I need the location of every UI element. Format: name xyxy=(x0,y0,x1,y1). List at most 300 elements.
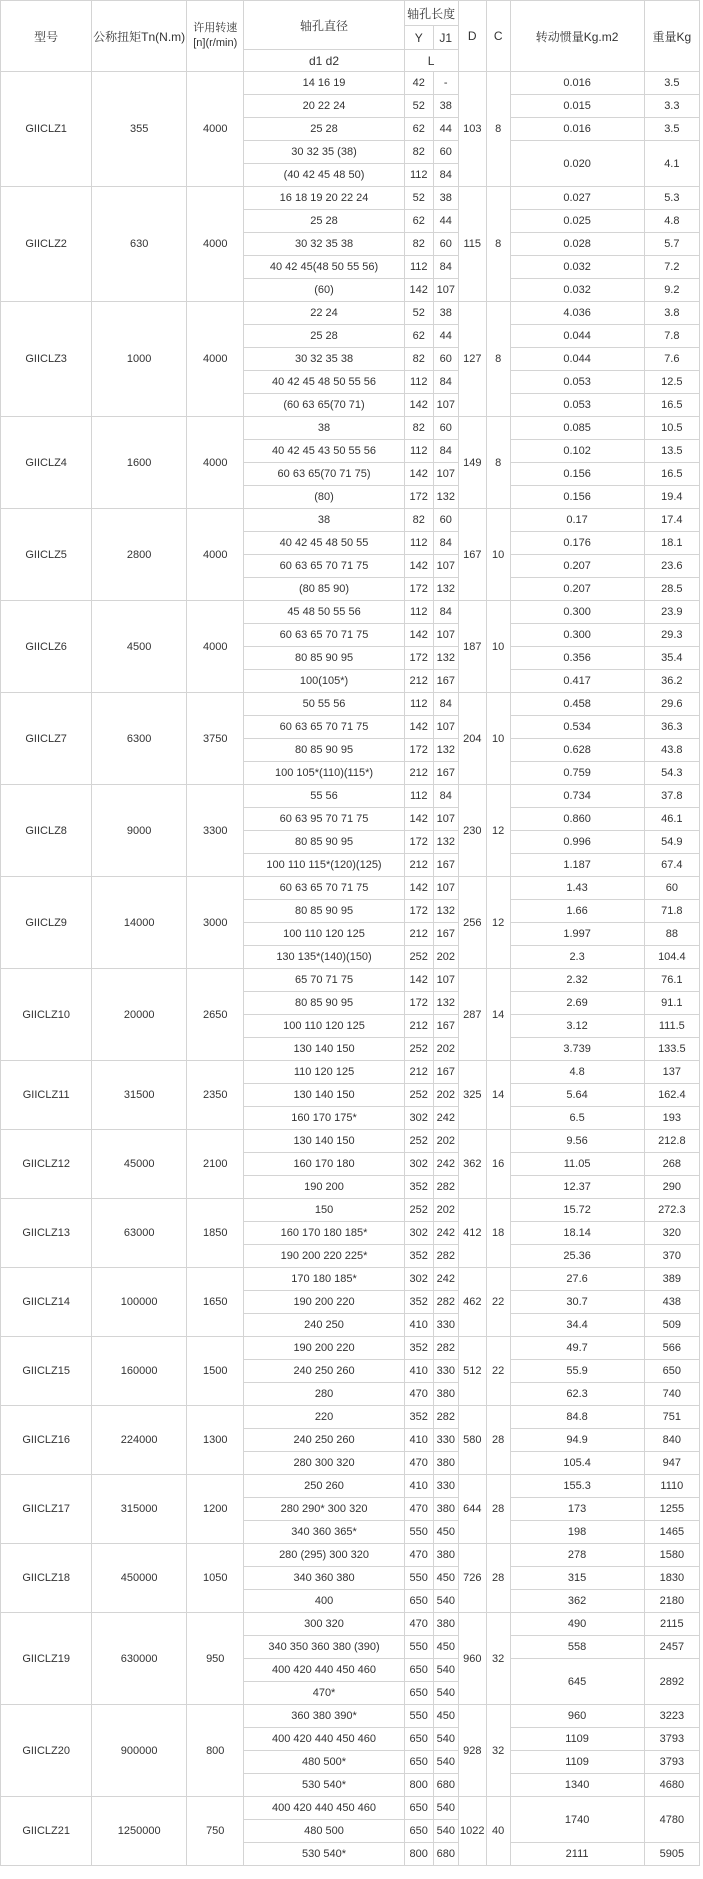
torque-cell: 14000 xyxy=(92,877,187,969)
inertia-cell: 30.7 xyxy=(510,1291,644,1314)
bore-diameter-cell: 170 180 185* xyxy=(244,1268,404,1291)
weight-cell: 7.6 xyxy=(644,348,699,371)
outer-diameter-cell: 960 xyxy=(458,1613,486,1705)
length-y-cell: 302 xyxy=(404,1107,433,1130)
outer-diameter-cell: 167 xyxy=(458,509,486,601)
length-j1-cell: 132 xyxy=(433,647,458,670)
outer-diameter-cell: 230 xyxy=(458,785,486,877)
bore-diameter-cell: 30 32 35 (38) xyxy=(244,141,404,164)
speed-cell: 1050 xyxy=(187,1544,244,1613)
length-y-cell: 52 xyxy=(404,95,433,118)
bore-diameter-cell: 50 55 56 xyxy=(244,693,404,716)
bore-diameter-cell: 280 xyxy=(244,1383,404,1406)
inertia-cell: 0.102 xyxy=(510,440,644,463)
table-row xyxy=(1,509,700,532)
model-cell: GIICLZ15 xyxy=(1,1337,92,1406)
bore-diameter-cell: (60 63 65(70 71) xyxy=(244,394,404,417)
length-j1-cell: 132 xyxy=(433,992,458,1015)
length-y-cell: 172 xyxy=(404,647,433,670)
inertia-cell: 155.3 xyxy=(510,1475,644,1498)
weight-cell: 16.5 xyxy=(644,394,699,417)
speed-cell: 4000 xyxy=(187,302,244,417)
outer-diameter-cell: 325 xyxy=(458,1061,486,1130)
clearance-cell: 22 xyxy=(486,1268,510,1337)
length-j1-cell: 680 xyxy=(433,1774,458,1797)
inertia-cell: 0.534 xyxy=(510,716,644,739)
inertia-cell: 0.032 xyxy=(510,279,644,302)
header-diameter: 轴孔直径 xyxy=(244,1,404,50)
length-y-cell: 252 xyxy=(404,946,433,969)
length-y-cell: 82 xyxy=(404,233,433,256)
model-cell: GIICLZ9 xyxy=(1,877,92,969)
inertia-cell: 0.016 xyxy=(510,118,644,141)
header-l: L xyxy=(404,50,458,72)
length-y-cell: 410 xyxy=(404,1475,433,1498)
speed-cell: 950 xyxy=(187,1613,244,1705)
speed-cell: 4000 xyxy=(187,72,244,187)
inertia-cell: 645 xyxy=(510,1659,644,1705)
bore-diameter-cell: 190 200 220 xyxy=(244,1291,404,1314)
length-j1-cell: 330 xyxy=(433,1429,458,1452)
bore-diameter-cell: 80 85 90 95 xyxy=(244,739,404,762)
inertia-cell: 0.015 xyxy=(510,95,644,118)
length-j1-cell: 282 xyxy=(433,1176,458,1199)
weight-cell: 36.2 xyxy=(644,670,699,693)
weight-cell: 740 xyxy=(644,1383,699,1406)
length-y-cell: 142 xyxy=(404,463,433,486)
inertia-cell: 9.56 xyxy=(510,1130,644,1153)
inertia-cell: 490 xyxy=(510,1613,644,1636)
length-y-cell: 142 xyxy=(404,555,433,578)
length-j1-cell: 60 xyxy=(433,141,458,164)
model-cell: GIICLZ6 xyxy=(1,601,92,693)
length-y-cell: 352 xyxy=(404,1291,433,1314)
length-j1-cell: 540 xyxy=(433,1751,458,1774)
weight-cell: 389 xyxy=(644,1268,699,1291)
length-y-cell: 650 xyxy=(404,1728,433,1751)
bore-diameter-cell: 130 140 150 xyxy=(244,1038,404,1061)
length-j1-cell: 202 xyxy=(433,946,458,969)
length-j1-cell: 167 xyxy=(433,854,458,877)
inertia-cell: 84.8 xyxy=(510,1406,644,1429)
length-j1-cell: 107 xyxy=(433,716,458,739)
length-y-cell: 62 xyxy=(404,118,433,141)
length-y-cell: 470 xyxy=(404,1498,433,1521)
inertia-cell: 11.05 xyxy=(510,1153,644,1176)
bore-diameter-cell: 280 (295) 300 320 xyxy=(244,1544,404,1567)
weight-cell: 4.8 xyxy=(644,210,699,233)
length-y-cell: 252 xyxy=(404,1038,433,1061)
inertia-cell: 0.028 xyxy=(510,233,644,256)
bore-diameter-cell: 130 140 150 xyxy=(244,1084,404,1107)
inertia-cell: 0.860 xyxy=(510,808,644,831)
table-row xyxy=(1,1544,700,1567)
weight-cell: 3.3 xyxy=(644,95,699,118)
weight-cell: 1465 xyxy=(644,1521,699,1544)
weight-cell: 19.4 xyxy=(644,486,699,509)
weight-cell: 3.8 xyxy=(644,302,699,325)
weight-cell: 162.4 xyxy=(644,1084,699,1107)
length-j1-cell: 380 xyxy=(433,1613,458,1636)
bore-diameter-cell: 25 28 xyxy=(244,210,404,233)
speed-cell: 3300 xyxy=(187,785,244,877)
length-y-cell: 82 xyxy=(404,348,433,371)
header-inertia: 转动惯量Kg.m2 xyxy=(510,1,644,72)
outer-diameter-cell: 204 xyxy=(458,693,486,785)
speed-cell: 1200 xyxy=(187,1475,244,1544)
length-j1-cell: 60 xyxy=(433,509,458,532)
inertia-cell: 960 xyxy=(510,1705,644,1728)
length-j1-cell: 60 xyxy=(433,417,458,440)
length-y-cell: 142 xyxy=(404,394,433,417)
clearance-cell: 10 xyxy=(486,509,510,601)
length-y-cell: 550 xyxy=(404,1705,433,1728)
torque-cell: 63000 xyxy=(92,1199,187,1268)
weight-cell: 3223 xyxy=(644,1705,699,1728)
outer-diameter-cell: 256 xyxy=(458,877,486,969)
bore-diameter-cell: 160 170 175* xyxy=(244,1107,404,1130)
bore-diameter-cell: 340 360 380 xyxy=(244,1567,404,1590)
inertia-cell: 3.739 xyxy=(510,1038,644,1061)
length-j1-cell: 132 xyxy=(433,486,458,509)
torque-cell: 9000 xyxy=(92,785,187,877)
bore-diameter-cell: 60 63 65 70 71 75 xyxy=(244,555,404,578)
length-y-cell: 172 xyxy=(404,578,433,601)
length-j1-cell: 282 xyxy=(433,1337,458,1360)
inertia-cell: 0.759 xyxy=(510,762,644,785)
weight-cell: 3.5 xyxy=(644,118,699,141)
inertia-cell: 18.14 xyxy=(510,1222,644,1245)
length-j1-cell: 84 xyxy=(433,440,458,463)
length-j1-cell: 282 xyxy=(433,1245,458,1268)
bore-diameter-cell: 160 170 180 xyxy=(244,1153,404,1176)
length-j1-cell: 84 xyxy=(433,256,458,279)
bore-diameter-cell: 60 63 65(70 71 75) xyxy=(244,463,404,486)
table-row xyxy=(1,1406,700,1429)
length-y-cell: 550 xyxy=(404,1521,433,1544)
length-j1-cell: 107 xyxy=(433,877,458,900)
length-j1-cell: 167 xyxy=(433,670,458,693)
length-j1-cell: 167 xyxy=(433,923,458,946)
weight-cell: 4680 xyxy=(644,1774,699,1797)
bore-diameter-cell: 55 56 xyxy=(244,785,404,808)
length-j1-cell: 132 xyxy=(433,831,458,854)
bore-diameter-cell: 360 380 390* xyxy=(244,1705,404,1728)
clearance-cell: 12 xyxy=(486,877,510,969)
table-row xyxy=(1,1475,700,1498)
model-cell: GIICLZ1 xyxy=(1,72,92,187)
bore-diameter-cell: 16 18 19 20 22 24 xyxy=(244,187,404,210)
length-j1-cell: 60 xyxy=(433,348,458,371)
inertia-cell: 362 xyxy=(510,1590,644,1613)
outer-diameter-cell: 462 xyxy=(458,1268,486,1337)
torque-cell: 224000 xyxy=(92,1406,187,1475)
length-y-cell: 112 xyxy=(404,785,433,808)
length-y-cell: 352 xyxy=(404,1406,433,1429)
length-j1-cell: 242 xyxy=(433,1153,458,1176)
bore-diameter-cell: 22 24 xyxy=(244,302,404,325)
length-y-cell: 352 xyxy=(404,1337,433,1360)
torque-cell: 450000 xyxy=(92,1544,187,1613)
inertia-cell: 0.300 xyxy=(510,601,644,624)
length-y-cell: 352 xyxy=(404,1245,433,1268)
bore-diameter-cell: 110 120 125 xyxy=(244,1061,404,1084)
speed-cell: 4000 xyxy=(187,601,244,693)
torque-cell: 160000 xyxy=(92,1337,187,1406)
length-y-cell: 142 xyxy=(404,624,433,647)
header-model: 型号 xyxy=(1,1,92,72)
clearance-cell: 16 xyxy=(486,1130,510,1199)
inertia-cell: 0.020 xyxy=(510,141,644,187)
header-length: 轴孔长度 xyxy=(404,1,458,26)
speed-cell: 1300 xyxy=(187,1406,244,1475)
bore-diameter-cell: 60 63 65 70 71 75 xyxy=(244,716,404,739)
torque-cell: 1600 xyxy=(92,417,187,509)
torque-cell: 630000 xyxy=(92,1613,187,1705)
length-y-cell: 172 xyxy=(404,486,433,509)
length-j1-cell: 540 xyxy=(433,1797,458,1820)
table-row xyxy=(1,417,700,440)
inertia-cell: 173 xyxy=(510,1498,644,1521)
length-j1-cell: 202 xyxy=(433,1038,458,1061)
speed-cell: 3750 xyxy=(187,693,244,785)
speed-cell: 1500 xyxy=(187,1337,244,1406)
bore-diameter-cell: 38 xyxy=(244,417,404,440)
bore-diameter-cell: 340 350 360 380 (390) xyxy=(244,1636,404,1659)
bore-diameter-cell: 400 420 440 450 460 xyxy=(244,1797,404,1820)
speed-cell: 4000 xyxy=(187,417,244,509)
bore-diameter-cell: 190 200 xyxy=(244,1176,404,1199)
weight-cell: 2115 xyxy=(644,1613,699,1636)
length-y-cell: 142 xyxy=(404,716,433,739)
length-j1-cell: 450 xyxy=(433,1567,458,1590)
weight-cell: 43.8 xyxy=(644,739,699,762)
length-y-cell: 112 xyxy=(404,164,433,187)
length-j1-cell: 107 xyxy=(433,808,458,831)
length-j1-cell: 84 xyxy=(433,693,458,716)
torque-cell: 900000 xyxy=(92,1705,187,1797)
weight-cell: 17.4 xyxy=(644,509,699,532)
weight-cell: 1110 xyxy=(644,1475,699,1498)
inertia-cell: 0.016 xyxy=(510,72,644,95)
length-y-cell: 82 xyxy=(404,141,433,164)
length-y-cell: 142 xyxy=(404,969,433,992)
header-speed xyxy=(187,1,244,72)
outer-diameter-cell: 580 xyxy=(458,1406,486,1475)
weight-cell: 1580 xyxy=(644,1544,699,1567)
weight-cell: 2457 xyxy=(644,1636,699,1659)
speed-cell: 2350 xyxy=(187,1061,244,1130)
torque-cell: 355 xyxy=(92,72,187,187)
inertia-cell: 4.036 xyxy=(510,302,644,325)
bore-diameter-cell: 480 500* xyxy=(244,1751,404,1774)
length-y-cell: 52 xyxy=(404,187,433,210)
length-j1-cell: 380 xyxy=(433,1498,458,1521)
weight-cell: 212.8 xyxy=(644,1130,699,1153)
header-j1: J1 xyxy=(433,26,458,50)
bore-diameter-cell: 100 110 120 125 xyxy=(244,1015,404,1038)
clearance-cell: 10 xyxy=(486,601,510,693)
inertia-cell: 1.43 xyxy=(510,877,644,900)
length-y-cell: 42 xyxy=(404,72,433,95)
speed-cell: 800 xyxy=(187,1705,244,1797)
inertia-cell: 2.69 xyxy=(510,992,644,1015)
bore-diameter-cell: 100 110 115*(120)(125) xyxy=(244,854,404,877)
bore-diameter-cell: 300 320 xyxy=(244,1613,404,1636)
clearance-cell: 32 xyxy=(486,1705,510,1797)
bore-diameter-cell: 30 32 35 38 xyxy=(244,348,404,371)
bore-diameter-cell: 530 540* xyxy=(244,1774,404,1797)
inertia-cell: 4.8 xyxy=(510,1061,644,1084)
length-y-cell: 112 xyxy=(404,371,433,394)
length-y-cell: 62 xyxy=(404,325,433,348)
length-j1-cell: 38 xyxy=(433,187,458,210)
weight-cell: 4780 xyxy=(644,1797,699,1843)
length-y-cell: 212 xyxy=(404,762,433,785)
weight-cell: 133.5 xyxy=(644,1038,699,1061)
length-y-cell: 82 xyxy=(404,509,433,532)
bore-diameter-cell: (80) xyxy=(244,486,404,509)
inertia-cell: 1.66 xyxy=(510,900,644,923)
outer-diameter-cell: 115 xyxy=(458,187,486,302)
inertia-cell: 0.053 xyxy=(510,394,644,417)
inertia-cell: 198 xyxy=(510,1521,644,1544)
length-j1-cell: 38 xyxy=(433,302,458,325)
table-row xyxy=(1,1337,700,1360)
bore-diameter-cell: (60) xyxy=(244,279,404,302)
length-y-cell: 172 xyxy=(404,831,433,854)
bore-diameter-cell: 100(105*) xyxy=(244,670,404,693)
torque-cell: 6300 xyxy=(92,693,187,785)
length-j1-cell: 84 xyxy=(433,601,458,624)
length-j1-cell: 107 xyxy=(433,555,458,578)
inertia-cell: 1340 xyxy=(510,1774,644,1797)
bore-diameter-cell: 25 28 xyxy=(244,118,404,141)
length-y-cell: 142 xyxy=(404,877,433,900)
outer-diameter-cell: 187 xyxy=(458,601,486,693)
speed-cell: 1650 xyxy=(187,1268,244,1337)
weight-cell: 4.1 xyxy=(644,141,699,187)
bore-diameter-cell: 190 200 220 225* xyxy=(244,1245,404,1268)
table-row xyxy=(1,1705,700,1728)
length-y-cell: 550 xyxy=(404,1567,433,1590)
model-cell: GIICLZ7 xyxy=(1,693,92,785)
length-j1-cell: 202 xyxy=(433,1199,458,1222)
inertia-cell: 62.3 xyxy=(510,1383,644,1406)
inertia-cell: 0.356 xyxy=(510,647,644,670)
bore-diameter-cell: 40 42 45(48 50 55 56) xyxy=(244,256,404,279)
outer-diameter-cell: 127 xyxy=(458,302,486,417)
model-cell: GIICLZ18 xyxy=(1,1544,92,1613)
clearance-cell: 8 xyxy=(486,302,510,417)
inertia-cell: 27.6 xyxy=(510,1268,644,1291)
length-y-cell: 252 xyxy=(404,1084,433,1107)
inertia-cell: 0.032 xyxy=(510,256,644,279)
length-y-cell: 212 xyxy=(404,670,433,693)
length-y-cell: 252 xyxy=(404,1130,433,1153)
inertia-cell: 3.12 xyxy=(510,1015,644,1038)
weight-cell: 23.9 xyxy=(644,601,699,624)
model-cell: GIICLZ20 xyxy=(1,1705,92,1797)
bore-diameter-cell: 38 xyxy=(244,509,404,532)
bore-diameter-cell: 80 85 90 95 xyxy=(244,992,404,1015)
table-row xyxy=(1,302,700,325)
speed-cell: 3000 xyxy=(187,877,244,969)
length-y-cell: 212 xyxy=(404,923,433,946)
length-j1-cell: 167 xyxy=(433,762,458,785)
header-y: Y xyxy=(404,26,433,50)
inertia-cell: 0.156 xyxy=(510,463,644,486)
outer-diameter-cell: 726 xyxy=(458,1544,486,1613)
inertia-cell: 0.207 xyxy=(510,555,644,578)
inertia-cell: 34.4 xyxy=(510,1314,644,1337)
length-j1-cell: 202 xyxy=(433,1084,458,1107)
table-row xyxy=(1,187,700,210)
inertia-cell: 6.5 xyxy=(510,1107,644,1130)
length-j1-cell: 242 xyxy=(433,1222,458,1245)
bore-diameter-cell: 80 85 90 95 xyxy=(244,647,404,670)
weight-cell: 54.9 xyxy=(644,831,699,854)
bore-diameter-cell: 240 250 260 xyxy=(244,1360,404,1383)
length-y-cell: 470 xyxy=(404,1544,433,1567)
weight-cell: 2180 xyxy=(644,1590,699,1613)
length-j1-cell: 107 xyxy=(433,624,458,647)
outer-diameter-cell: 149 xyxy=(458,417,486,509)
length-j1-cell: 540 xyxy=(433,1590,458,1613)
length-y-cell: 410 xyxy=(404,1360,433,1383)
bore-diameter-cell: 80 85 90 95 xyxy=(244,831,404,854)
model-cell: GIICLZ12 xyxy=(1,1130,92,1199)
weight-cell: 9.2 xyxy=(644,279,699,302)
weight-cell: 76.1 xyxy=(644,969,699,992)
bore-diameter-cell: 340 360 365* xyxy=(244,1521,404,1544)
bore-diameter-cell: 80 85 90 95 xyxy=(244,900,404,923)
inertia-cell: 0.628 xyxy=(510,739,644,762)
bore-diameter-cell: (40 42 45 48 50) xyxy=(244,164,404,187)
table-row xyxy=(1,1613,700,1636)
length-j1-cell: 84 xyxy=(433,371,458,394)
clearance-cell: 28 xyxy=(486,1544,510,1613)
length-y-cell: 550 xyxy=(404,1636,433,1659)
inertia-cell: 49.7 xyxy=(510,1337,644,1360)
torque-cell: 20000 xyxy=(92,969,187,1061)
inertia-cell: 0.176 xyxy=(510,532,644,555)
length-y-cell: 112 xyxy=(404,440,433,463)
length-y-cell: 212 xyxy=(404,1015,433,1038)
weight-cell: 12.5 xyxy=(644,371,699,394)
bore-diameter-cell: 60 63 65 70 71 75 xyxy=(244,877,404,900)
bore-diameter-cell: 470* xyxy=(244,1682,404,1705)
bore-diameter-cell: 220 xyxy=(244,1406,404,1429)
torque-cell: 630 xyxy=(92,187,187,302)
clearance-cell: 8 xyxy=(486,187,510,302)
model-cell: GIICLZ17 xyxy=(1,1475,92,1544)
inertia-cell: 0.734 xyxy=(510,785,644,808)
inertia-cell: 0.207 xyxy=(510,578,644,601)
length-j1-cell: 540 xyxy=(433,1682,458,1705)
length-j1-cell: - xyxy=(433,72,458,95)
clearance-cell: 40 xyxy=(486,1797,510,1866)
length-j1-cell: 282 xyxy=(433,1291,458,1314)
length-j1-cell: 84 xyxy=(433,532,458,555)
weight-cell: 7.8 xyxy=(644,325,699,348)
table-row xyxy=(1,1130,700,1153)
inertia-cell: 0.996 xyxy=(510,831,644,854)
clearance-cell: 8 xyxy=(486,417,510,509)
speed-cell: 2650 xyxy=(187,969,244,1061)
weight-cell: 137 xyxy=(644,1061,699,1084)
inertia-cell: 0.417 xyxy=(510,670,644,693)
